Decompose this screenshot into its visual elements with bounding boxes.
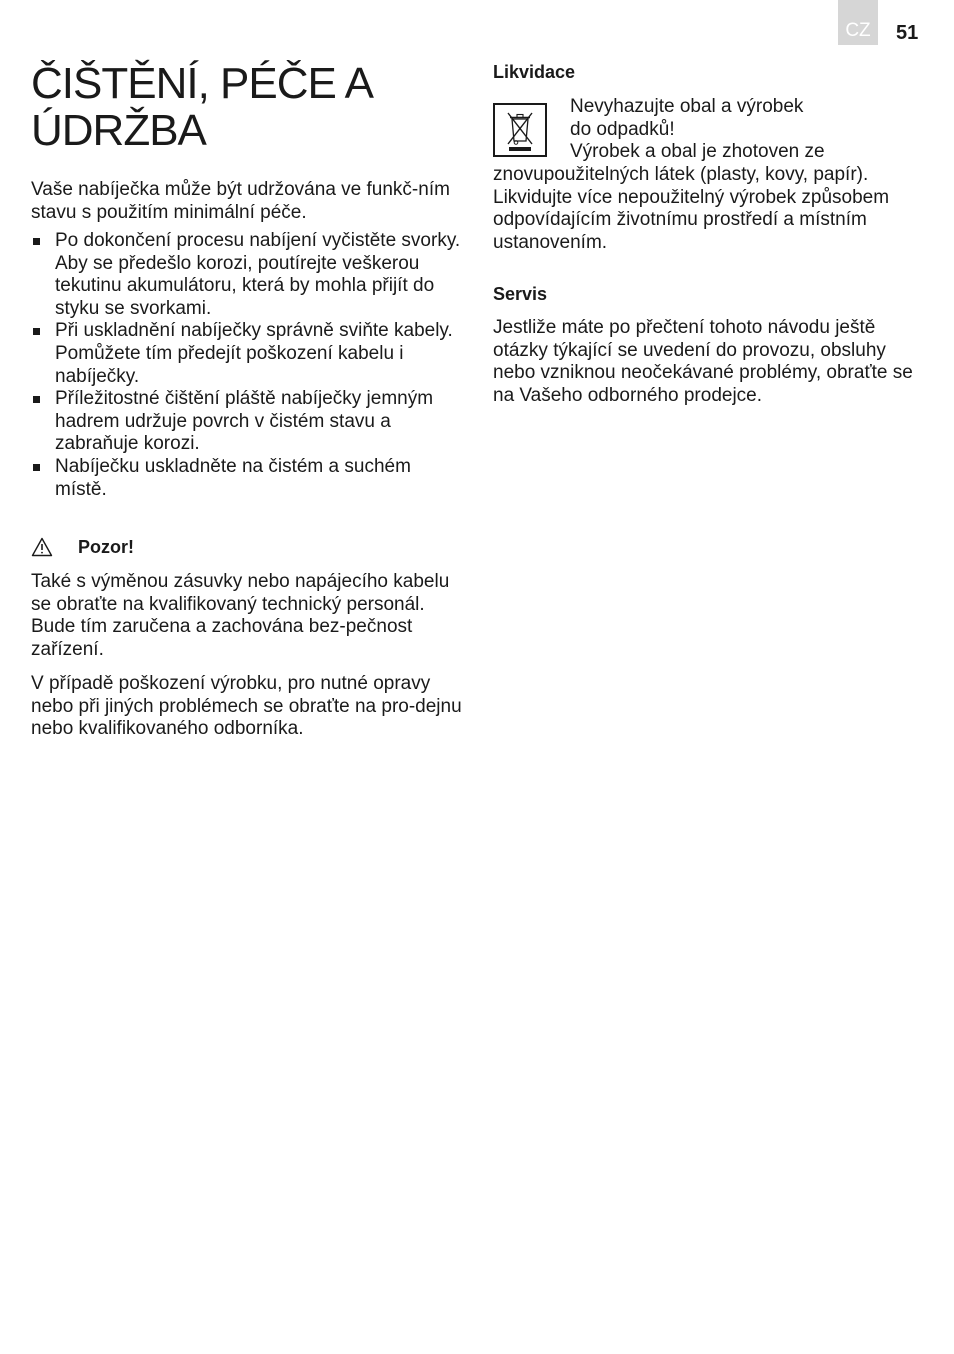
list-item-text: Při uskladnění nabíječky správně sviňte kabely. Pomůžete tím předejít poškození kabelu i nabíječky. bbox=[55, 320, 453, 387]
list-item bbox=[31, 230, 466, 320]
list-item bbox=[31, 320, 466, 388]
bullet-square-icon bbox=[33, 464, 40, 471]
bullet-square-icon bbox=[33, 238, 40, 245]
page-title bbox=[31, 60, 451, 154]
disposal-line-3: Výrobek a obal je zhotoven ze bbox=[570, 141, 825, 163]
language-tab bbox=[838, 0, 878, 45]
disposal-text-rest: znovupoužitelných látek (plasty, kovy, papír). Likvidujte více nepoužitelný výrobek způsobem odpovídajícím životnímu prostředí a místním ustanovením. bbox=[493, 164, 890, 253]
crossed-out-wheelie-bin-icon bbox=[493, 103, 547, 157]
disposal-line-2: do odpadků! bbox=[570, 118, 675, 140]
service-paragraph: Jestliže máte po přečtení tohoto návodu ještě otázky týkající se uvedení do provozu, obsluhy nebo vzniknou neočekávané problémy, obraťte se na Vašeho odborného prodejce. bbox=[493, 317, 913, 406]
warning-paragraph-2: V případě poškození výrobku, pro nutné opravy nebo při jiných problémech se obraťte na pro-dejnu nebo kvalifikovaného odborníka. bbox=[31, 673, 462, 740]
warning-heading: Pozor! bbox=[78, 537, 134, 557]
list-item-text: Nabíječku uskladněte na čistém a suchém místě. bbox=[55, 455, 411, 500]
service-heading: Servis bbox=[493, 284, 548, 304]
warning-triangle-icon bbox=[31, 537, 53, 557]
warning-heading-row bbox=[31, 536, 134, 558]
care-bullet-list bbox=[31, 230, 466, 501]
warning-paragraph-1: Také s výměnou zásuvky nebo napájecího kabelu se obraťte na kvalifikovaný technický personál. Bude tím zaručena a zachována bez-pečnost zařízení. bbox=[31, 571, 450, 660]
disposal-text-lead bbox=[570, 96, 910, 164]
disposal-heading: Likvidace bbox=[493, 62, 576, 82]
language-tab-label: CZ bbox=[845, 20, 871, 41]
list-item bbox=[31, 456, 466, 501]
bullet-square-icon bbox=[33, 328, 40, 335]
list-item bbox=[31, 388, 466, 456]
list-item-text: Po dokončení procesu nabíjení vyčistěte svorky. Aby se předešlo korozi, poutírejte veškerou tekutinu akumulátoru, která by mohla přijít do styku se svorkami. bbox=[55, 230, 461, 319]
page-title-line-1: ČIŠTĚNÍ, PÉČE A bbox=[31, 59, 373, 108]
bullet-square-icon bbox=[33, 396, 40, 403]
disposal-line-1: Nevyhazujte obal a výrobek bbox=[570, 96, 804, 117]
page-number: 51 bbox=[896, 22, 919, 44]
list-item-text: Příležitostné čištění pláště nabíječky jemným hadrem udržuje povrch v čistém stavu a zabraňuje korozi. bbox=[55, 388, 434, 455]
page-title-line-2: ÚDRŽBA bbox=[31, 106, 206, 155]
intro-paragraph: Vaše nabíječka může být udržována ve funkč-ním stavu s použitím minimální péče. bbox=[31, 179, 450, 223]
